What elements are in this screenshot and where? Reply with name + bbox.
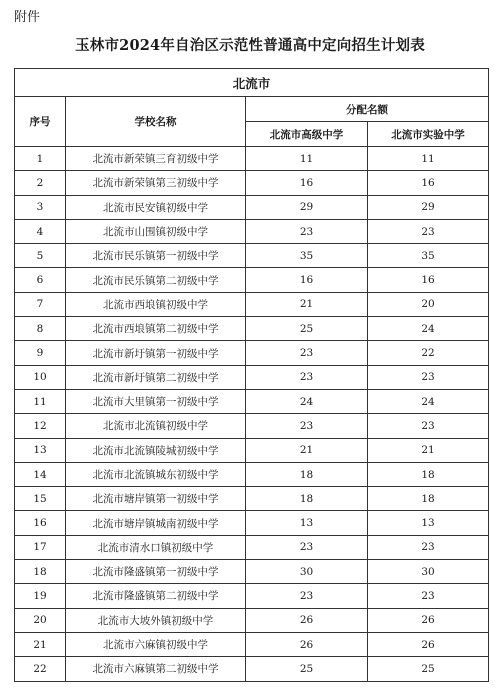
quota-col-a: 30 (246, 560, 368, 584)
table-row (15, 535, 489, 559)
school-name: 北流市民乐镇第二初级中学 (66, 268, 246, 292)
row-number: 16 (15, 511, 66, 535)
school-name: 北流市西埌镇初级中学 (66, 292, 246, 316)
table-row (15, 317, 489, 341)
row-number: 14 (15, 462, 66, 486)
header-school: 学校名称 (66, 97, 246, 147)
quota-col-b: 22 (368, 341, 489, 365)
quota-col-b: 23 (368, 584, 489, 608)
school-name: 北流市塘岸镇第一初级中学 (66, 487, 246, 511)
quota-col-b: 16 (368, 268, 489, 292)
quota-col-a: 23 (246, 365, 368, 389)
quota-col-a: 13 (246, 511, 368, 535)
school-name: 北流市新圩镇第一初级中学 (66, 341, 246, 365)
city-header: 北流市 (15, 69, 489, 97)
school-name: 北流市北流镇陵城初级中学 (66, 438, 246, 462)
row-number: 7 (15, 292, 66, 316)
school-name: 北流市隆盛镇第二初级中学 (66, 584, 246, 608)
table-row (15, 244, 489, 268)
school-name: 北流市民安镇初级中学 (66, 195, 246, 219)
school-name: 北流市新荣镇第三初级中学 (66, 171, 246, 195)
table-row (15, 195, 489, 219)
table-row (15, 414, 489, 438)
quota-col-b: 26 (368, 632, 489, 656)
quota-col-b: 23 (368, 535, 489, 559)
row-number: 19 (15, 584, 66, 608)
row-number: 22 (15, 657, 66, 681)
school-name: 北流市清水口镇初级中学 (66, 535, 246, 559)
quota-col-a: 29 (246, 195, 368, 219)
quota-col-a: 26 (246, 632, 368, 656)
table-row (15, 147, 489, 171)
table-row (15, 584, 489, 608)
quota-col-b: 35 (368, 244, 489, 268)
quota-col-a: 26 (246, 608, 368, 632)
row-number: 6 (15, 268, 66, 292)
attachment-label: 附件 (14, 10, 41, 25)
school-name: 北流市山围镇初级中学 (66, 219, 246, 243)
quota-col-a: 23 (246, 535, 368, 559)
table-row (15, 657, 489, 681)
header-no: 序号 (15, 97, 66, 147)
quota-col-a: 23 (246, 414, 368, 438)
school-name: 北流市新荣镇三育初级中学 (66, 147, 246, 171)
school-name: 北流市大里镇第一初级中学 (66, 389, 246, 413)
quota-col-b: 23 (368, 219, 489, 243)
allocation-table (14, 68, 489, 682)
table-row (15, 487, 489, 511)
row-number: 1 (15, 147, 66, 171)
row-number: 21 (15, 632, 66, 656)
quota-col-a: 21 (246, 438, 368, 462)
quota-col-a: 23 (246, 341, 368, 365)
table-row (15, 292, 489, 316)
quota-col-b: 26 (368, 608, 489, 632)
quota-col-a: 21 (246, 292, 368, 316)
quota-col-b: 18 (368, 487, 489, 511)
header-col-a: 北流市高级中学 (246, 122, 368, 147)
quota-col-a: 18 (246, 462, 368, 486)
school-name: 北流市塘岸镇城南初级中学 (66, 511, 246, 535)
table-row (15, 389, 489, 413)
school-name: 北流市民乐镇第一初级中学 (66, 244, 246, 268)
row-number: 8 (15, 317, 66, 341)
school-name: 北流市六麻镇第二初级中学 (66, 657, 246, 681)
row-number: 9 (15, 341, 66, 365)
table-row (15, 365, 489, 389)
school-name: 北流市新圩镇第二初级中学 (66, 365, 246, 389)
school-name: 北流市北流镇初级中学 (66, 414, 246, 438)
quota-col-a: 25 (246, 657, 368, 681)
table-row (15, 462, 489, 486)
row-number: 13 (15, 438, 66, 462)
quota-col-b: 30 (368, 560, 489, 584)
table-row (15, 341, 489, 365)
quota-col-a: 16 (246, 171, 368, 195)
row-number: 11 (15, 389, 66, 413)
row-number: 17 (15, 535, 66, 559)
quota-col-b: 29 (368, 195, 489, 219)
header-allocation: 分配名额 (246, 97, 489, 122)
table-row (15, 560, 489, 584)
quota-col-a: 24 (246, 389, 368, 413)
quota-col-b: 24 (368, 317, 489, 341)
quota-col-b: 18 (368, 462, 489, 486)
school-name: 北流市六麻镇初级中学 (66, 632, 246, 656)
quota-col-b: 23 (368, 365, 489, 389)
quota-col-b: 25 (368, 657, 489, 681)
row-number: 20 (15, 608, 66, 632)
quota-col-a: 35 (246, 244, 368, 268)
quota-col-b: 20 (368, 292, 489, 316)
quota-col-b: 21 (368, 438, 489, 462)
table-row (15, 219, 489, 243)
table-row (15, 511, 489, 535)
quota-col-b: 24 (368, 389, 489, 413)
row-number: 12 (15, 414, 66, 438)
table-row (15, 268, 489, 292)
quota-col-a: 25 (246, 317, 368, 341)
row-number: 4 (15, 219, 66, 243)
quota-col-b: 16 (368, 171, 489, 195)
quota-col-b: 13 (368, 511, 489, 535)
quota-col-a: 18 (246, 487, 368, 511)
row-number: 18 (15, 560, 66, 584)
table-row (15, 632, 489, 656)
row-number: 3 (15, 195, 66, 219)
quota-col-b: 23 (368, 414, 489, 438)
table-row (15, 608, 489, 632)
row-number: 2 (15, 171, 66, 195)
school-name: 北流市大坡外镇初级中学 (66, 608, 246, 632)
quota-col-a: 23 (246, 219, 368, 243)
table-row (15, 438, 489, 462)
school-name: 北流市北流镇城东初级中学 (66, 462, 246, 486)
table-row (15, 171, 489, 195)
quota-col-a: 23 (246, 584, 368, 608)
header-col-b: 北流市实验中学 (368, 122, 489, 147)
table-body (15, 147, 489, 682)
school-name: 北流市西埌镇第二初级中学 (66, 317, 246, 341)
quota-col-a: 16 (246, 268, 368, 292)
school-name: 北流市隆盛镇第一初级中学 (66, 560, 246, 584)
quota-col-a: 11 (246, 147, 368, 171)
row-number: 15 (15, 487, 66, 511)
quota-col-b: 11 (368, 147, 489, 171)
row-number: 5 (15, 244, 66, 268)
document-title: 玉林市2024年自治区示范性普通高中定向招生计划表 (75, 37, 425, 54)
row-number: 10 (15, 365, 66, 389)
